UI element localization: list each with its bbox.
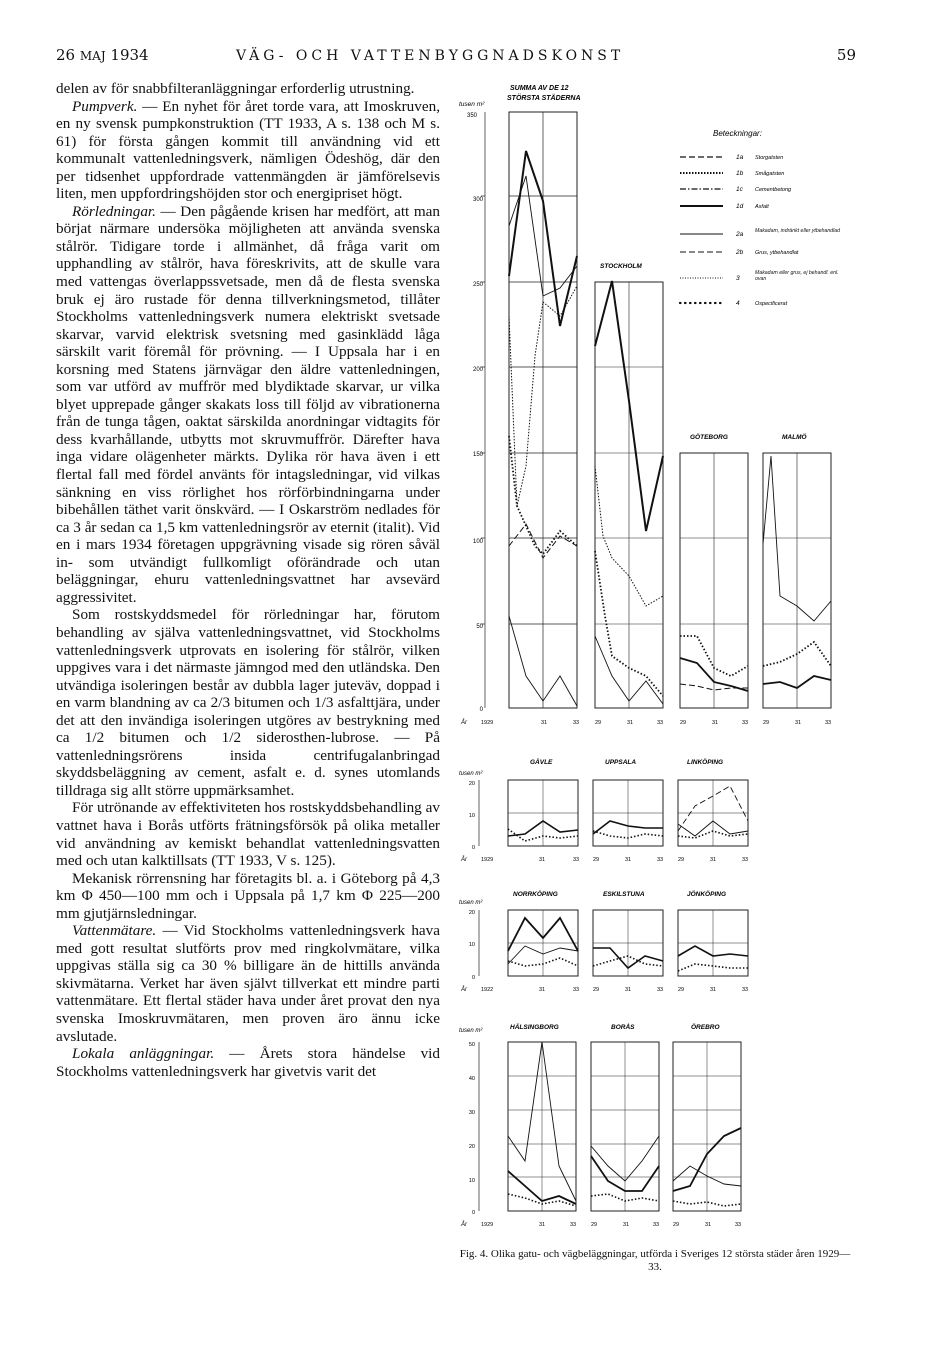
svg-text:33: 33 xyxy=(573,987,580,993)
svg-text:29: 29 xyxy=(680,720,687,726)
svg-text:1c: 1c xyxy=(736,186,743,193)
paragraph: Som rostskyddsmedel för rörledningar har, förutom behandling av själva vattenledningsvattnet, vid Stockholms vattenledningsverk utprovats en isolering för stålrör, vilken uppgives vara i det närmaste jämngod med den utländska. Den utvändiga isoleringen består av dubbla lager juteväv, doppad i en varm blandning av ca 2/3 bitumen och 1/3 asfalttjära, under det att den invändiga isoleringen utgöres av bestrykning med ca 1/2 bitumen och 1/2 siderosthen-lubrose. — På vattenledningsrörens insida centrifugalanbringad skyddsbeläggning av cement, asfalt e. d. synes utomlands tilldraga sig allt större uppmärksamhet. xyxy=(56,606,440,799)
svg-text:Ospecificerat: Ospecificerat xyxy=(755,301,788,307)
svg-text:33: 33 xyxy=(653,1222,660,1228)
paragraph: Vattenmätare. — Vid Stockholms vattenledningsverk hava med gott resultat slutförts prov med ringkolvmätare, vilka uppgivas ställa sig ca 30 % billigare än de hittills använda skivmätarna. Verket har även självt tillverkat ett mindre parti vattenmätare. Ett flertal städer hava under året provat den nya svenska Imoskruvmätaren, men proven äro ännu icke avslutade. xyxy=(56,922,440,1045)
svg-text:tusen m²: tusen m² xyxy=(459,1028,483,1034)
svg-text:33: 33 xyxy=(742,857,749,863)
paragraph: Rörledningar. — Den pågående krisen har medfört, att man börjat närmare undersöka möjligheten att använda svenska stålrör. Tidigare torde i allmänhet, då fråga varit om upphandling av stålrör, hava föreskrivits, att de skulle vara med vattengas överlappssvetsade, men då de flesta svenska bruk ej äro rustade för denna tillverkningsmetod, tillåter Stockholms vattenledningsverk numera elektriskt svetsade skarvar, varvid elektrisk svetsning med gasinklädd låga särskilt varit föremål för prövning. — I Uppsala har i en korsning med Statens järnvägar den äldre vattenledningen, som var utförd av muffrör med blydiktade skarvar, ur vilka blyet upprepade gånger skakats loss till följd av vibrationerna från de tunga tågen, oaktat särskilda anordningar vidtagits för dess kvarhållande, utbytts mot skruvmuffrör. Därefter hava inga vidare olägenheter märkts. Dylika rör hava även i ett flertal fall med fördel använts för intagsledningar, vid vilkas sänkning en viss rörlighet hos rörförbindningarna under bibehållen täthet varit önskvärd. — I Oskarström nedlades för ca 3 år sedan ca 1,5 km vattenledningsrör av eternit (italit). Vid en i mars 1934 företagen uppgrävning visade sig rören såväl in- som utvändigt fullkomligt oförändrade och utan beläggningar, ehuru vattenledningsvattnet har avsevärd aggressivitet. xyxy=(56,202,440,606)
unit-label: tusen m² xyxy=(459,101,485,108)
svg-text:31: 31 xyxy=(539,987,546,993)
svg-text:HÄLSINGBORG: HÄLSINGBORG xyxy=(510,1024,559,1031)
svg-text:31: 31 xyxy=(623,1222,630,1228)
svg-text:29: 29 xyxy=(593,987,600,993)
svg-text:År: År xyxy=(461,720,467,726)
chart-malmo xyxy=(763,432,831,726)
svg-text:29: 29 xyxy=(673,1222,680,1228)
svg-text:0: 0 xyxy=(471,975,475,981)
svg-text:10: 10 xyxy=(468,1178,475,1184)
svg-text:BORÅS: BORÅS xyxy=(611,1024,635,1031)
svg-text:1d: 1d xyxy=(736,203,744,210)
svg-text:0: 0 xyxy=(471,845,475,851)
svg-text:50: 50 xyxy=(476,624,483,630)
section-heading: Pumpverk. xyxy=(72,97,138,115)
svg-text:1922: 1922 xyxy=(481,987,494,993)
legend: Beteckningar: 1a 1b 1c 1d 2a 2b 3 4 Storgatsten Smågatsten Cementbetong Asfalt Makadam, indränkt eller ytbehandlad Grus, ytbehandlat Makadam eller grus, ej behandl. enl. ovan Ospecificerat xyxy=(713,129,841,307)
svg-text:29: 29 xyxy=(595,720,602,726)
svg-text:350: 350 xyxy=(466,113,477,119)
svg-text:150: 150 xyxy=(472,452,483,458)
svg-text:1929: 1929 xyxy=(481,720,494,726)
body-column xyxy=(56,80,440,1080)
figure-4 xyxy=(455,76,855,1276)
svg-text:4: 4 xyxy=(736,300,740,307)
svg-text:33: 33 xyxy=(657,987,664,993)
svg-text:31: 31 xyxy=(625,857,632,863)
svg-text:20: 20 xyxy=(468,910,475,916)
svg-text:JÖNKÖPING: JÖNKÖPING xyxy=(687,891,727,898)
svg-text:31: 31 xyxy=(627,720,634,726)
svg-text:100: 100 xyxy=(472,539,483,545)
svg-text:0: 0 xyxy=(479,707,483,713)
svg-text:Grus, ytbehandlat: Grus, ytbehandlat xyxy=(755,250,799,256)
chart-summary xyxy=(459,85,581,726)
svg-text:ÖREBRO: ÖREBRO xyxy=(691,1024,720,1031)
svg-text:STOCKHOLM: STOCKHOLM xyxy=(600,263,642,270)
svg-text:2a: 2a xyxy=(736,231,744,238)
svg-text:Asfalt: Asfalt xyxy=(755,204,769,210)
svg-text:40: 40 xyxy=(468,1076,475,1082)
svg-text:33: 33 xyxy=(742,720,749,726)
svg-text:1b: 1b xyxy=(736,170,744,177)
section-heading: Lokala anläggningar. xyxy=(72,1045,215,1063)
svg-text:29: 29 xyxy=(593,857,600,863)
svg-text:MALMÖ: MALMÖ xyxy=(782,434,807,441)
header-date: 26 MAJ 1934 xyxy=(56,46,149,64)
svg-text:20: 20 xyxy=(468,1144,475,1150)
paragraph: delen av för snabbfilteranläggningar erforderlig utrustning. xyxy=(56,80,415,97)
svg-text:GÄVLE: GÄVLE xyxy=(530,759,553,766)
svg-text:NORRKÖPING: NORRKÖPING xyxy=(513,891,558,898)
svg-text:2b: 2b xyxy=(736,249,744,256)
svg-text:250: 250 xyxy=(472,282,483,288)
svg-text:29: 29 xyxy=(678,987,685,993)
section-heading: Vattenmätare. xyxy=(72,922,157,940)
chart-stockholm xyxy=(595,263,663,726)
svg-text:År: År xyxy=(461,1222,467,1228)
svg-text:200: 200 xyxy=(472,367,483,373)
svg-text:33: 33 xyxy=(573,857,580,863)
svg-text:31: 31 xyxy=(710,987,717,993)
page-number: 59 xyxy=(836,46,856,64)
svg-text:33: 33 xyxy=(570,1222,577,1228)
paragraph: För utrönande av effektiviteten hos rostskyddsbehandling av vattnet hava i Borås utförts frätningsförsök på olika metaller vid användning av kemiskt behandlat vattenledningsvatten med och utan kalktillsats (TT 1933, V s. 125). xyxy=(56,799,440,870)
svg-text:29: 29 xyxy=(678,857,685,863)
svg-text:1929: 1929 xyxy=(481,1222,494,1228)
svg-text:tusen m²: tusen m² xyxy=(459,900,483,906)
paragraph: Lokala anläggningar. — Årets stora händelse vid Stockholms vattenledningsverk har givetvis varit det xyxy=(56,1045,440,1080)
svg-text:LINKÖPING: LINKÖPING xyxy=(687,759,724,766)
chart-goteborg xyxy=(680,432,748,726)
paragraph: Pumpverk. — En nyhet för året torde vara, att Imoskruven, en ny svensk pumpkonstruktion (TT 1933, A s. 138 och M s. 61) för första gången kommit till användning vid ett kommunalt vattenledningsverk, nämligen Ödeshög, där den per tidsenhet uppfordrade vattenmängden är jämförelsevis liten, men uppfordringshöjden stor och energipriset högt. xyxy=(56,97,440,203)
summary-title-1: SUMMA AV DE 12 xyxy=(510,85,569,92)
chart-row-4 xyxy=(459,1022,741,1228)
svg-text:30: 30 xyxy=(468,1110,475,1116)
svg-text:UPPSALA: UPPSALA xyxy=(605,759,637,766)
svg-text:Smågatsten: Smågatsten xyxy=(755,171,785,177)
section-heading: Rörledningar. xyxy=(72,202,156,220)
svg-text:31: 31 xyxy=(705,1222,712,1228)
svg-text:ESKILSTUNA: ESKILSTUNA xyxy=(603,891,645,898)
summary-title-2: STÖRSTA STÄDERNA xyxy=(507,95,581,102)
svg-text:33: 33 xyxy=(742,987,749,993)
chart-row-2 xyxy=(459,757,748,863)
svg-text:29: 29 xyxy=(591,1222,598,1228)
svg-text:33: 33 xyxy=(657,720,664,726)
chart-row-3 xyxy=(459,889,748,993)
paragraph: Mekanisk rörrensning har företagits bl. a. i Göteborg på 4,3 km Φ 450—100 mm och i Uppsala på 1,7 km Φ 225—200 mm gjutjärnsledningar. xyxy=(56,869,440,922)
svg-text:33: 33 xyxy=(735,1222,742,1228)
svg-text:31: 31 xyxy=(539,857,546,863)
svg-text:33: 33 xyxy=(573,720,580,726)
svg-text:Cementbetong: Cementbetong xyxy=(755,187,792,193)
svg-text:300: 300 xyxy=(472,197,483,203)
figure-caption: Fig. 4. Olika gatu- och vägbeläggningar, utförda i Sveriges 12 största städer åren 1929—33. xyxy=(459,1248,851,1273)
svg-text:1929: 1929 xyxy=(481,857,494,863)
svg-text:50: 50 xyxy=(468,1042,475,1048)
svg-text:GÖTEBORG: GÖTEBORG xyxy=(690,434,728,441)
svg-text:1a: 1a xyxy=(736,154,744,161)
svg-text:31: 31 xyxy=(712,720,719,726)
svg-text:31: 31 xyxy=(539,1222,546,1228)
svg-text:31: 31 xyxy=(541,720,548,726)
svg-text:10: 10 xyxy=(468,813,475,819)
legend-title: Beteckningar: xyxy=(713,129,762,138)
svg-text:Storgatsten: Storgatsten xyxy=(755,155,784,161)
running-header xyxy=(56,46,856,70)
svg-text:0: 0 xyxy=(471,1210,475,1216)
svg-text:År: År xyxy=(461,987,467,993)
svg-text:31: 31 xyxy=(625,987,632,993)
svg-text:33: 33 xyxy=(825,720,832,726)
svg-text:31: 31 xyxy=(795,720,802,726)
svg-text:3: 3 xyxy=(736,275,740,282)
svg-text:33: 33 xyxy=(657,857,664,863)
svg-text:29: 29 xyxy=(763,720,770,726)
svg-text:10: 10 xyxy=(468,942,475,948)
svg-text:31: 31 xyxy=(710,857,717,863)
svg-text:tusen m²: tusen m² xyxy=(459,771,483,777)
svg-text:20: 20 xyxy=(468,781,475,787)
svg-text:År: År xyxy=(461,857,467,863)
journal-title: VÄG- OCH VATTENBYGGNADSKONST xyxy=(236,48,625,64)
